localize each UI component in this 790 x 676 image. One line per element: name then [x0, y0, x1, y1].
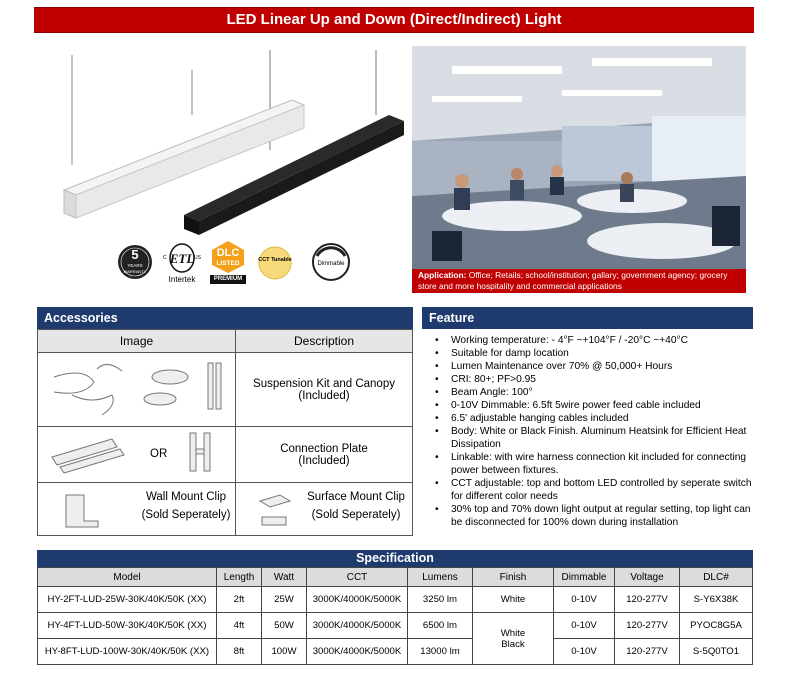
surface-mount-clip-label: Surface Mount Clip [307, 491, 405, 503]
cell-finish-merged [473, 613, 554, 665]
suspension-kit-label: Suspension Kit and Canopy [253, 377, 395, 390]
application-label: Application: [418, 270, 467, 280]
cell-cct: 3000K/4000K/5000K [307, 639, 408, 665]
cell-dlc: PYOC8G5A [680, 613, 753, 639]
table-row [38, 587, 753, 613]
spec-col-cct: CCT [307, 568, 408, 587]
dlc-listed: LISTED [216, 260, 240, 267]
cell-voltage: 120-277V [615, 587, 680, 613]
cell-model: HY-8FT-LUD-100W-30K/40K/50K (XX) [38, 639, 217, 665]
cell-finish: White [473, 587, 554, 613]
suspension-kit-image [38, 353, 236, 427]
feature-item: • Lumen Maintenance over 70% @ 50,000+ Hours [439, 360, 755, 373]
spec-col-lumens: Lumens [408, 568, 473, 587]
wall-mount-clip-image [62, 491, 102, 529]
connection-plate-label: Connection Plate [280, 442, 368, 455]
surface-mount-clip-note: (Sold Seperately) [311, 509, 401, 521]
cell-watt: 25W [262, 587, 307, 613]
cct-tunable-badge [256, 244, 294, 282]
application-text: Office; Retails; school/institution; gallary; government agency; grocery store and more hospitality and commercial applications [418, 270, 728, 291]
svg-text:ETL: ETL [169, 251, 195, 266]
spec-col-dlc: DLC# [680, 568, 753, 587]
cell-dimmable: 0-10V [554, 639, 615, 665]
feature-item: • Body: White or Black Finish. Aluminum Heatsink for Efficient Heat Dissipation [439, 425, 755, 451]
connection-plate-note: (Included) [298, 454, 350, 467]
dimmable-badge [311, 242, 351, 282]
cell-lumens: 3250 lm [408, 587, 473, 613]
feature-item: • Linkable: with wire harness connection kit included for connecting power between fixtures. [439, 451, 755, 477]
specification-heading: Specification [37, 550, 753, 567]
etl-label: Intertek [168, 275, 196, 284]
specification-table [37, 567, 753, 665]
feature-list [430, 334, 755, 529]
feature-item: • 30% top and 70% down light output at regular setting, top light can be disconnected for 100% down during installation [439, 503, 755, 529]
dimmable-label: Dimmable [317, 261, 345, 267]
cell-cct: 3000K/4000K/5000K [307, 587, 408, 613]
etl-badge [161, 242, 203, 286]
feature-item: • 6.5' adjustable hanging cables included [439, 412, 755, 425]
warranty-text: WARRANTY [123, 269, 147, 274]
cell-watt: 100W [262, 639, 307, 665]
col-description: Description [236, 330, 413, 353]
feature-heading: Feature [422, 307, 753, 329]
spec-col-voltage: Voltage [615, 568, 680, 587]
cell-cct: 3000K/4000K/5000K [307, 613, 408, 639]
cell-length: 4ft [217, 613, 262, 639]
or-text: OR [150, 448, 168, 460]
application-bar [412, 269, 746, 293]
spec-col-length: Length [217, 568, 262, 587]
cell-dimmable: 0-10V [554, 613, 615, 639]
cell-lumens: 13000 lm [408, 639, 473, 665]
classroom-photo [412, 46, 746, 269]
wall-mount-clip-label: Wall Mount Clip [145, 491, 227, 503]
warranty-badge [117, 244, 153, 280]
accessories-heading: Accessories [37, 307, 413, 329]
etl-c: C [163, 255, 167, 261]
col-image: Image [38, 330, 236, 353]
dlc-premium: PREMIUM [210, 275, 246, 284]
finish-black: Black [501, 638, 525, 650]
surface-mount-clip-cell [236, 483, 413, 536]
dlc-text: DLC [216, 247, 240, 259]
finish-white: White [500, 627, 526, 639]
cell-lumens: 6500 lm [408, 613, 473, 639]
cell-model: HY-4FT-LUD-50W-30K/40K/50K (XX) [38, 613, 217, 639]
cell-dlc: S-5Q0TO1 [680, 639, 753, 665]
feature-item: • Suitable for damp location [439, 347, 755, 360]
feature-item: • Beam Angle: 100° [439, 386, 755, 399]
wall-mount-clip-note: (Sold Seperately) [141, 509, 231, 521]
warranty-years: YEARS [127, 263, 143, 268]
page-title: LED Linear Up and Down (Direct/Indirect) Light [34, 7, 754, 33]
spec-col-watt: Watt [262, 568, 307, 587]
cell-voltage: 120-277V [615, 613, 680, 639]
connection-plate-image [38, 427, 236, 483]
cell-watt: 50W [262, 613, 307, 639]
feature-item: • Working temperature: - 4°F ~+104°F / -20°C ~+40°C [439, 334, 755, 347]
accessories-table [37, 329, 413, 534]
feature-item: • CCT adjustable: top and bottom LED controlled by seperate switch for different color needs [439, 477, 755, 503]
dlc-badge [210, 240, 246, 286]
cell-dlc: S-Y6X38K [680, 587, 753, 613]
cell-length: 8ft [217, 639, 262, 665]
feature-item: • 0-10V Dimmable: 6.5ft 5wire power feed cable included [439, 399, 755, 412]
warranty-number: 5 [131, 247, 139, 262]
cell-length: 2ft [217, 587, 262, 613]
cell-model: HY-2FT-LUD-25W-30K/40K/50K (XX) [38, 587, 217, 613]
cell-voltage: 120-277V [615, 639, 680, 665]
product-image [34, 45, 404, 235]
spec-col-dimmable: Dimmable [554, 568, 615, 587]
cell-dimmable: 0-10V [554, 587, 615, 613]
wall-mount-clip-cell [38, 483, 236, 536]
spec-col-model: Model [38, 568, 217, 587]
etl-us: US [194, 255, 201, 261]
spec-col-finish: Finish [473, 568, 554, 587]
feature-item: • CRI: 80+; PF>0.95 [439, 373, 755, 386]
cct-label: CCT Tunable [258, 257, 292, 263]
table-row [38, 639, 753, 665]
suspension-kit-note: (Included) [298, 389, 350, 402]
table-row [38, 613, 753, 639]
surface-mount-clip-image [256, 491, 296, 529]
